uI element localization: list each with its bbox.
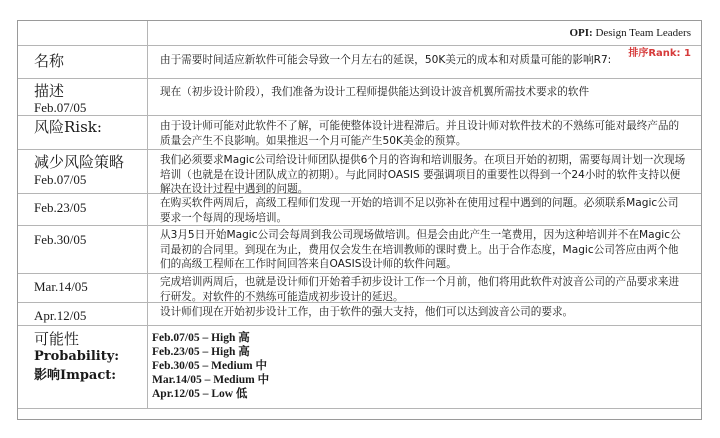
- feb30-text: 从3月5日开始Magic公司会每周到我公司现场做培训。但是会由此产生一笔费用，因为这种培训并不在Magic公司最初的合同里。到现在为止，费用仅会发生在培训教师的课时费上。出于合作态度，Magic公司答应由两个他们的高级工程师在工作时间回答来自OASIS设计师的软件问题。: [160, 229, 681, 270]
- row-divider: [18, 115, 701, 116]
- row-divider: [18, 78, 701, 79]
- rank-label: 排序Rank: 1: [628, 48, 691, 59]
- apr12-text: 设计师们现在开始初步设计工作，由于软件的强大支持，他们可以达到波音公司的要求。: [160, 306, 574, 318]
- name-text: 由于需要时间适应新软件可能会导致一个月左右的延误，50K美元的成本和对质量可能的影响R7:: [160, 54, 612, 66]
- probability-label-en: Probability:: [34, 349, 120, 364]
- opi-label: OPI:: [569, 27, 593, 39]
- column-divider: [147, 21, 148, 408]
- description-date: Feb.07/05: [34, 100, 87, 115]
- feb23-date: Feb.23/05: [34, 200, 87, 215]
- probability-entry: Mar.14/05 – Medium 中: [152, 374, 270, 386]
- feb30-date: Feb.30/05: [34, 232, 87, 247]
- mitigation-label: 减少风险策略: [34, 153, 125, 171]
- mitigation-date: Feb.07/05: [34, 172, 87, 187]
- description-text: 现在（初步设计阶段），我们准备为设计工程师提供能达到设计波音机翼所需技术要求的软件: [160, 86, 590, 98]
- probability-list: [152, 331, 269, 401]
- probability-label-cn: 可能性: [34, 330, 80, 348]
- probability-entry: Feb.23/05 – High 高: [152, 346, 250, 358]
- risk-text: 由于设计师可能对此软件不了解，可能使整体设计进程滞后。并且设计师对软件技术的不熟练可能对最终产品的质量会产生不良影响。如果推迟一个月可能产生50K美金的预算。: [160, 120, 680, 147]
- probability-entry: Feb.07/05 – High 高: [152, 332, 250, 344]
- description-label: 描述: [34, 82, 65, 100]
- impact-label: 影响Impact:: [34, 368, 117, 383]
- row-divider: [18, 225, 701, 226]
- opi-header: [569, 27, 691, 39]
- row-divider: [18, 273, 701, 274]
- mar14-text: 完成培训两周后，也就是设计师们开始着手初步设计工作一个月前，他们将用此软件对波音公司的产品要求来进行研发。对软件的不熟练可能造成初步设计的延迟。: [160, 276, 680, 303]
- risk-label: 风险Risk:: [34, 118, 102, 136]
- opi-value: Design Team Leaders: [595, 27, 691, 39]
- row-divider: [18, 325, 701, 326]
- row-divider: [18, 149, 701, 150]
- probability-entry: Feb.30/05 – Medium 中: [152, 360, 267, 372]
- mitigation-text: 我们必须要求Magic公司给设计师团队提供6个月的咨询和培训服务。在项目开始的初期，需要每周计划一次现场培训（也就是在设计团队成立的初期）。与此同时OASIS 要强调项目的重要性以得到一个24小时的软件支持以便解决在设计过程中遇到的问题。: [160, 154, 686, 195]
- name-label: 名称: [34, 52, 65, 70]
- row-divider: [18, 45, 701, 46]
- row-divider: [18, 408, 701, 409]
- mar14-date: Mar.14/05: [34, 279, 88, 294]
- risk-form-table: [17, 20, 702, 420]
- feb23-text: 在购买软件两周后，高级工程师们发现一开始的培训不足以弥补在使用过程中遇到的问题。必须联系Magic公司要求一个每周的现场培训。: [160, 197, 679, 224]
- apr12-date: Apr.12/05: [34, 308, 87, 323]
- probability-entry: Apr.12/05 – Low 低: [152, 388, 248, 400]
